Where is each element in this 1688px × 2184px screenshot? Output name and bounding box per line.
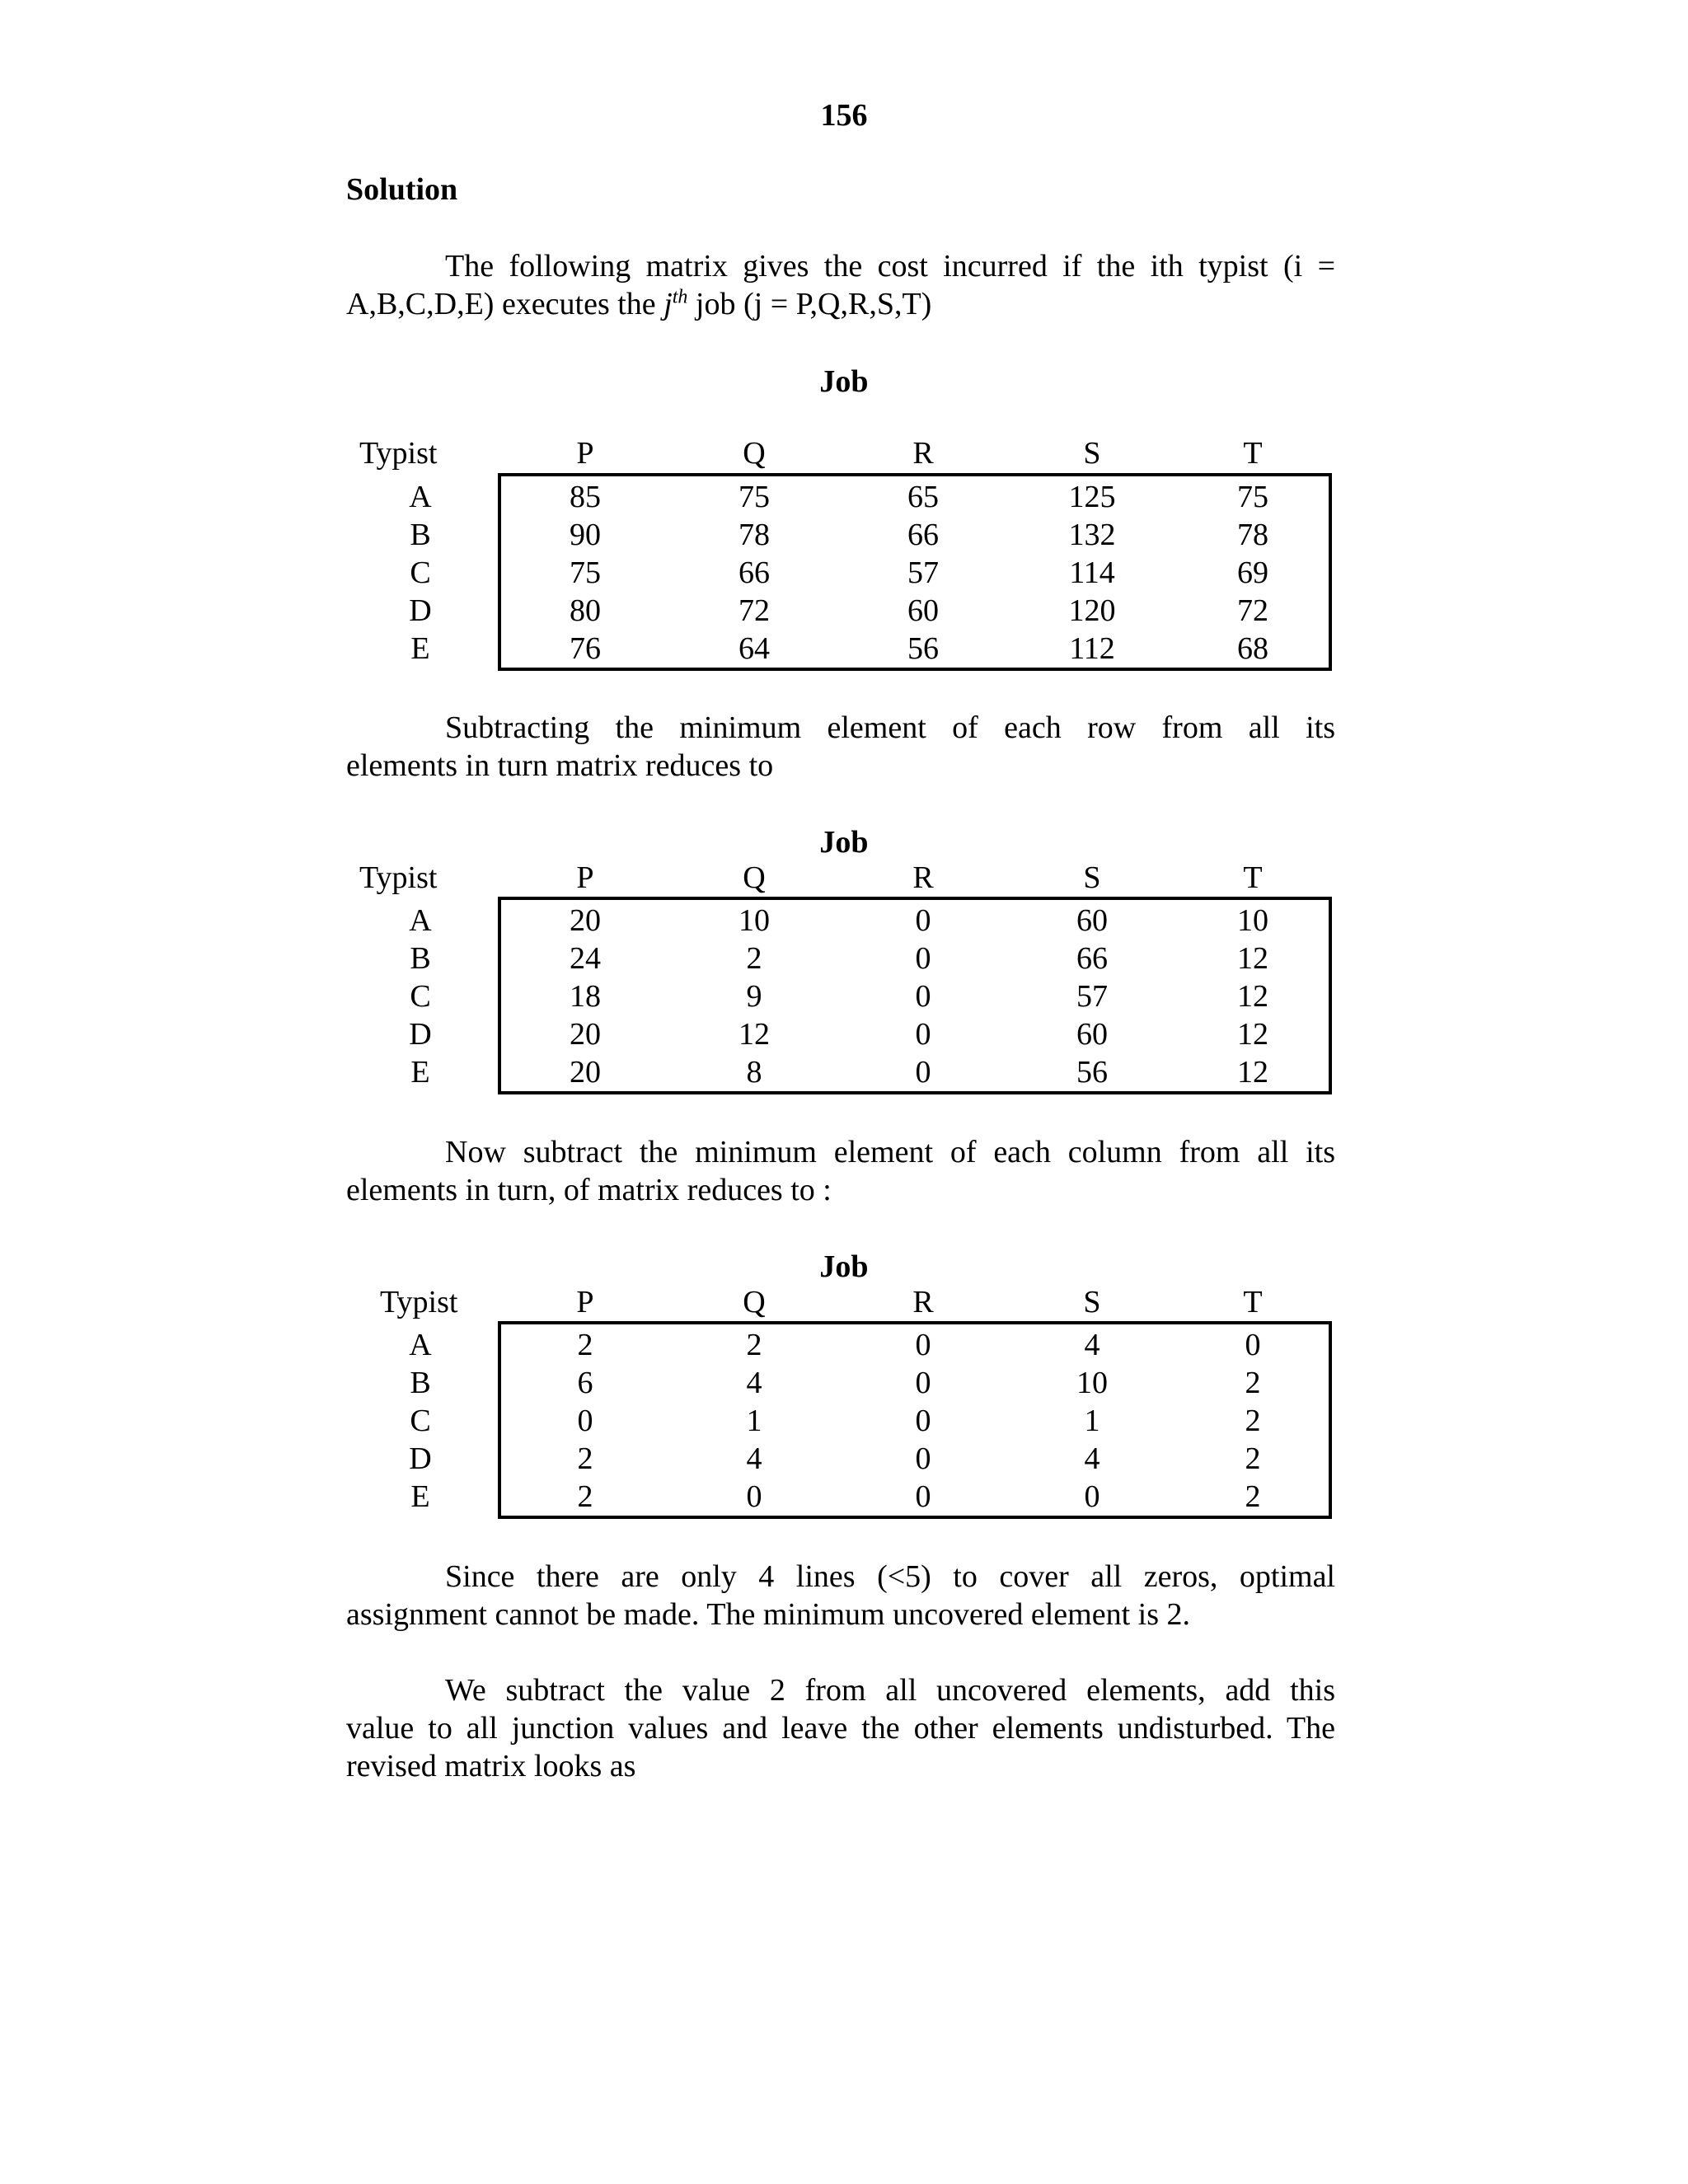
matrix-cell: 75 xyxy=(738,480,770,514)
matrix-cell: 12 xyxy=(1237,1017,1268,1052)
para3-line-2: elements in turn, of matrix reduces to : xyxy=(346,1173,832,1207)
matrix-cell: 80 xyxy=(570,593,601,628)
typist-label: Typist xyxy=(380,1285,458,1319)
matrix-cell: 10 xyxy=(1076,1366,1108,1400)
matrix-cell: 0 xyxy=(915,979,931,1014)
column-header-p: P xyxy=(576,1285,594,1319)
paragraph-revised-matrix xyxy=(346,1671,1335,1785)
matrix-cell: 2 xyxy=(746,1328,762,1362)
column-header-t: T xyxy=(1243,860,1263,895)
matrix-cell: 72 xyxy=(738,593,770,628)
column-header-s: S xyxy=(1083,1285,1101,1319)
matrix-cell: 120 xyxy=(1068,593,1116,628)
matrix-cell: 9 xyxy=(746,979,762,1014)
column-header-t: T xyxy=(1243,436,1263,471)
matrix-cell: 57 xyxy=(907,555,939,590)
matrix-cell: 4 xyxy=(746,1441,762,1476)
matrix-cell: 2 xyxy=(1245,1366,1261,1400)
matrix-cell: 0 xyxy=(915,1366,931,1400)
matrix-cell: 66 xyxy=(738,555,770,590)
para5-line-1: We subtract the value 2 from all uncovered elements, add this xyxy=(445,1673,1335,1708)
matrix-cell: 2 xyxy=(1245,1479,1261,1514)
column-header-t: T xyxy=(1243,1285,1263,1319)
row-label-a: A xyxy=(409,480,432,514)
matrix-cell: 78 xyxy=(738,518,770,552)
matrix-cell: 0 xyxy=(915,1328,931,1362)
matrix-cell: 2 xyxy=(1245,1404,1261,1438)
row-label-b: B xyxy=(410,1366,431,1400)
intro-line-2a: A,B,C,D,E) executes the xyxy=(346,287,664,321)
intro-line-1: The following matrix gives the cost incurred if the ith typist (i = xyxy=(445,249,1335,284)
matrix-cell: 1 xyxy=(746,1404,762,1438)
para2-line-1: Subtracting the minimum element of each row from all its xyxy=(445,710,1335,745)
column-header-q: Q xyxy=(743,436,766,471)
matrix-cell: 85 xyxy=(570,480,601,514)
matrix-cell: 0 xyxy=(915,1017,931,1052)
matrix-cell: 8 xyxy=(746,1055,762,1090)
intro-line-2b: job (j = P,Q,R,S,T) xyxy=(687,287,932,321)
matrix-cell: 75 xyxy=(570,555,601,590)
matrix-cell: 75 xyxy=(1237,480,1268,514)
typist-label: Typist xyxy=(359,436,438,471)
row-label-d: D xyxy=(409,1441,432,1476)
para2-line-2: elements in turn matrix reduces to xyxy=(346,748,774,783)
column-header-r: R xyxy=(912,860,934,895)
section-heading: Solution xyxy=(346,172,458,207)
matrix-cell: 132 xyxy=(1068,518,1116,552)
matrix-cell: 0 xyxy=(577,1404,593,1438)
matrix-cell: 0 xyxy=(1245,1328,1261,1362)
matrix-cell: 78 xyxy=(1237,518,1268,552)
matrix-cell: 6 xyxy=(577,1366,593,1400)
matrix-cell: 64 xyxy=(738,631,770,666)
matrix-cell: 60 xyxy=(1076,1017,1108,1052)
column-header-p: P xyxy=(576,860,594,895)
matrix-cell: 0 xyxy=(1084,1479,1100,1514)
matrix-cell: 20 xyxy=(570,903,601,938)
row-label-c: C xyxy=(410,555,431,590)
matrix-cell: 20 xyxy=(570,1017,601,1052)
para5-line-3: revised matrix looks as xyxy=(346,1749,636,1783)
matrix-cell: 2 xyxy=(746,941,762,976)
job-label-1: Job xyxy=(819,364,869,399)
para3-line-1: Now subtract the minimum element of each column from all its xyxy=(445,1135,1335,1169)
para5-line-2: value to all junction values and leave the other elements undisturbed. The xyxy=(346,1711,1335,1746)
matrix-cell: 0 xyxy=(915,941,931,976)
row-label-d: D xyxy=(409,1017,432,1052)
matrix-cell: 57 xyxy=(1076,979,1108,1014)
matrix-cell: 1 xyxy=(1084,1404,1100,1438)
column-header-p: P xyxy=(576,436,594,471)
row-label-e: E xyxy=(410,1479,430,1514)
matrix-cell: 2 xyxy=(1245,1441,1261,1476)
column-header-r: R xyxy=(912,1285,934,1319)
row-label-b: B xyxy=(410,941,431,976)
matrix-cell: 0 xyxy=(746,1479,762,1514)
page-number: 156 xyxy=(820,98,868,133)
matrix-cell: 112 xyxy=(1069,631,1115,666)
row-label-e: E xyxy=(410,631,430,666)
intro-line-2 xyxy=(346,285,1335,323)
matrix-cell: 12 xyxy=(1237,941,1268,976)
row-label-d: D xyxy=(409,593,432,628)
matrix-cell: 90 xyxy=(570,518,601,552)
column-header-s: S xyxy=(1083,436,1101,471)
matrix-cell: 10 xyxy=(1237,903,1268,938)
matrix-cell: 69 xyxy=(1237,555,1268,590)
matrix-cell: 0 xyxy=(915,1441,931,1476)
matrix-cell: 20 xyxy=(570,1055,601,1090)
matrix-cell: 24 xyxy=(570,941,601,976)
row-label-c: C xyxy=(410,979,431,1014)
job-label-3: Job xyxy=(819,1249,869,1284)
matrix-cell: 114 xyxy=(1069,555,1115,590)
matrix-cell: 4 xyxy=(1084,1328,1100,1362)
para4-line-2: assignment cannot be made. The minimum uncovered element is 2. xyxy=(346,1597,1190,1632)
column-header-q: Q xyxy=(743,1285,766,1319)
matrix-cell: 4 xyxy=(746,1366,762,1400)
para4-line-1: Since there are only 4 lines (<5) to cover all zeros, optimal xyxy=(445,1559,1335,1594)
matrix-cell: 2 xyxy=(577,1441,593,1476)
row-label-a: A xyxy=(409,1328,432,1362)
matrix-cell: 66 xyxy=(1076,941,1108,976)
matrix-cell: 68 xyxy=(1237,631,1268,666)
matrix-cell: 0 xyxy=(915,1479,931,1514)
row-label-a: A xyxy=(409,903,432,938)
matrix-cell: 72 xyxy=(1237,593,1268,628)
paragraph-row-reduction xyxy=(346,709,1335,785)
matrix-cell: 12 xyxy=(1237,979,1268,1014)
matrix-cell: 12 xyxy=(738,1017,770,1052)
matrix-cell: 0 xyxy=(915,903,931,938)
matrix-cell: 12 xyxy=(1237,1055,1268,1090)
matrix-cell: 2 xyxy=(577,1479,593,1514)
row-label-c: C xyxy=(410,1404,431,1438)
matrix-cell: 56 xyxy=(1076,1055,1108,1090)
job-label-2: Job xyxy=(819,825,869,860)
matrix-cell: 66 xyxy=(907,518,939,552)
matrix-cell: 10 xyxy=(738,903,770,938)
column-header-s: S xyxy=(1083,860,1101,895)
matrix-cell: 18 xyxy=(570,979,601,1014)
row-label-e: E xyxy=(410,1055,430,1090)
intro-th-superscript: th xyxy=(672,286,688,308)
matrix-cell: 125 xyxy=(1068,480,1116,514)
matrix-cell: 56 xyxy=(907,631,939,666)
matrix-cell: 4 xyxy=(1084,1441,1100,1476)
intro-j: j xyxy=(663,287,673,321)
matrix-cell: 76 xyxy=(570,631,601,666)
matrix-cell: 0 xyxy=(915,1055,931,1090)
matrix-cell: 60 xyxy=(907,593,939,628)
paragraph-lines-cover xyxy=(346,1558,1335,1633)
column-header-r: R xyxy=(912,436,934,471)
matrix-cell: 2 xyxy=(577,1328,593,1362)
matrix-cell: 60 xyxy=(1076,903,1108,938)
intro-paragraph xyxy=(346,247,1335,323)
paragraph-column-reduction xyxy=(346,1133,1335,1209)
typist-label: Typist xyxy=(359,860,438,895)
row-label-b: B xyxy=(410,518,431,552)
matrix-cell: 65 xyxy=(907,480,939,514)
matrix-cell: 0 xyxy=(915,1404,931,1438)
column-header-q: Q xyxy=(743,860,766,895)
